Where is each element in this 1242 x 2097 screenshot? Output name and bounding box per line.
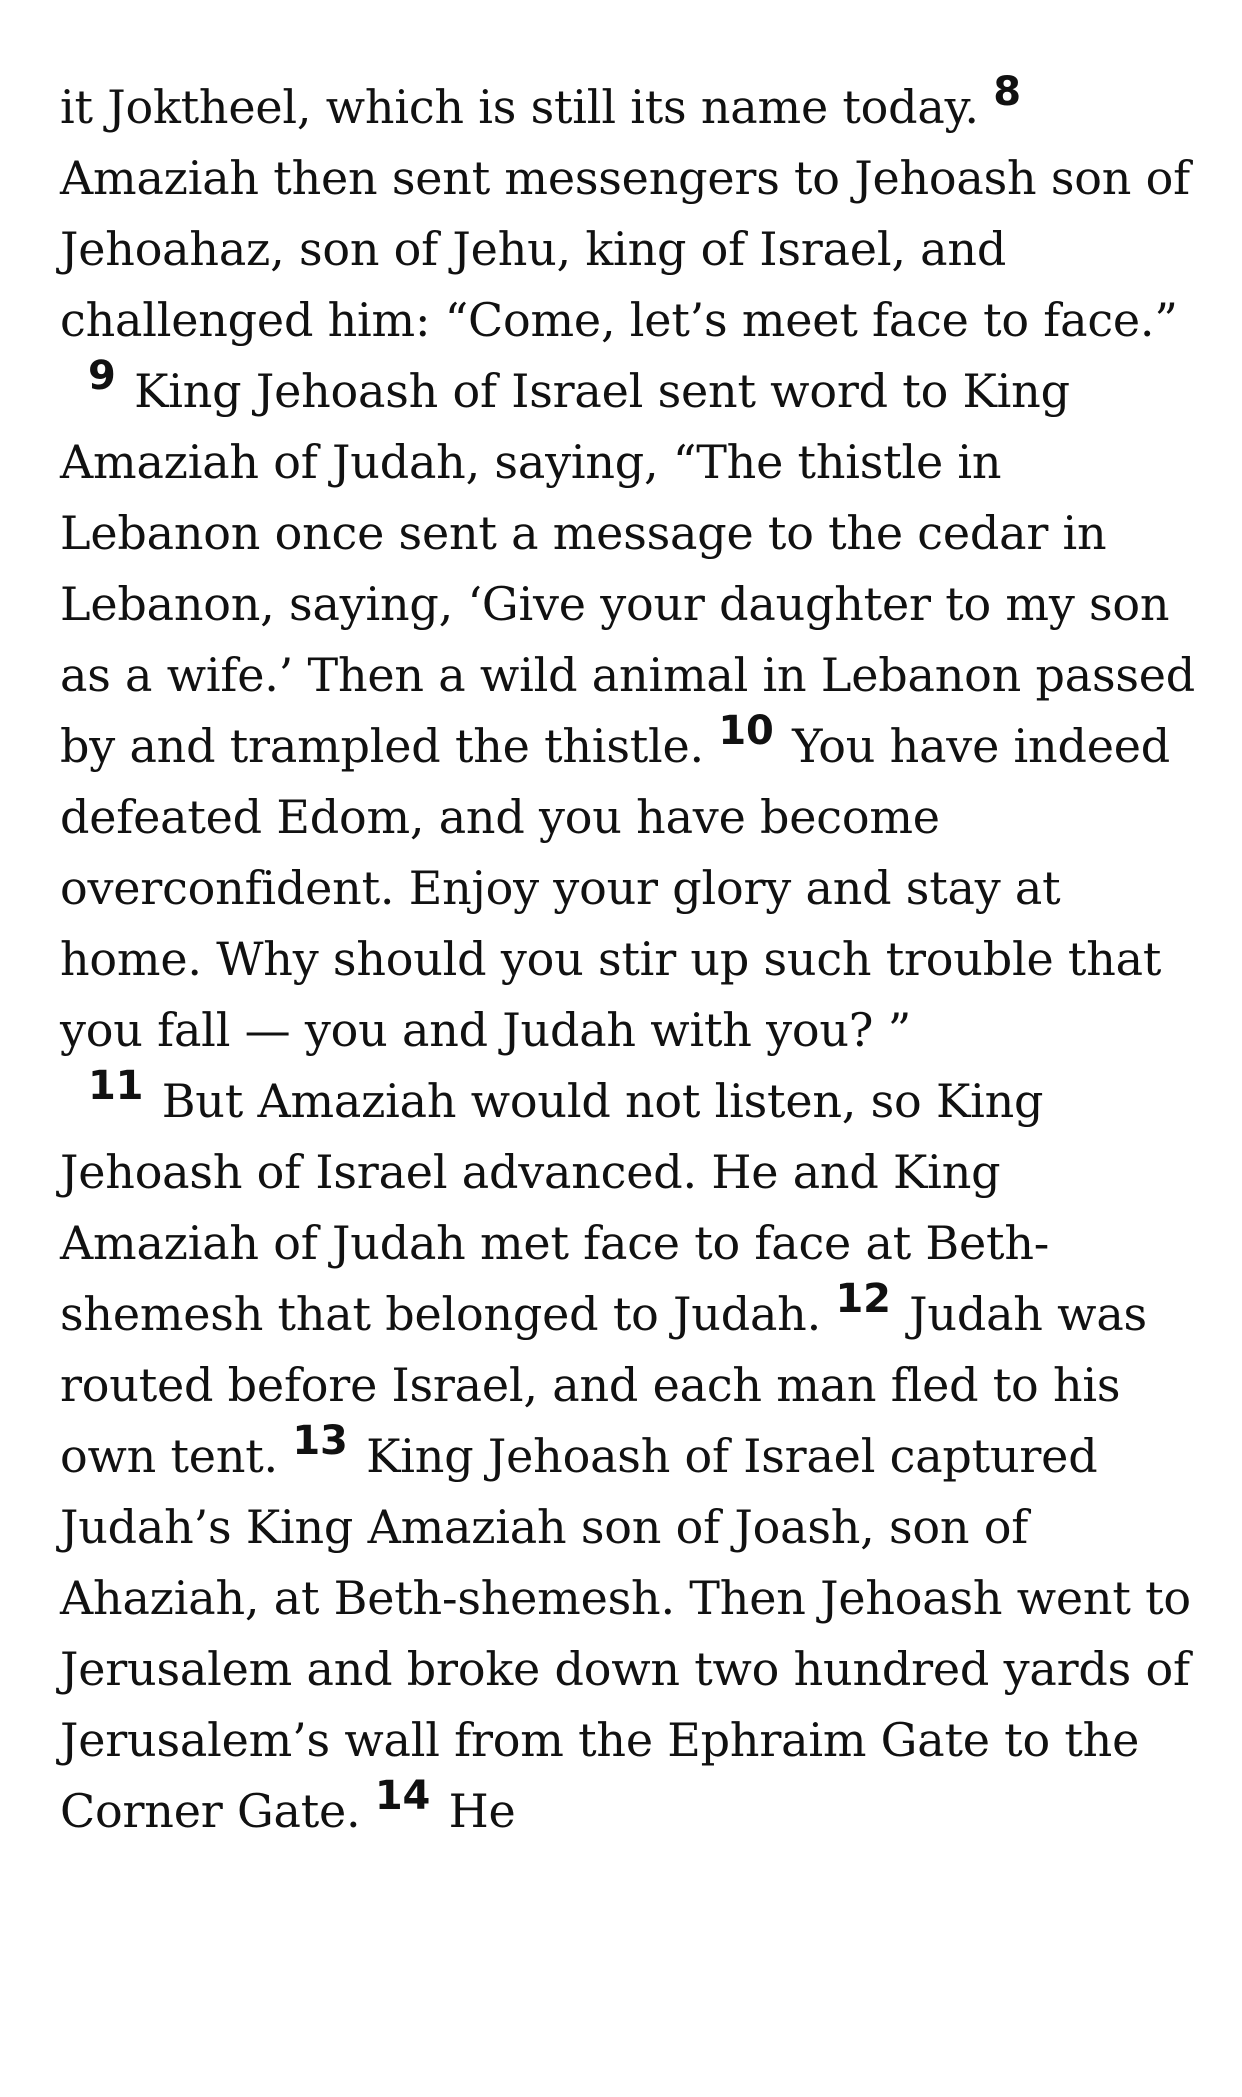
paragraph-2 [60,353,1200,1066]
verse-11-text: But Amaziah would not listen, so King Jehoash of Israel advanced. He and King Amaziah of Judah met face to face at Beth-shemesh that belonged to Judah. [60,1074,1050,1341]
verse-number-10: 10 [718,708,774,754]
verse-8-text: Amaziah then sent messengers to Jehoash son of Jehoahaz, son of Jehu, king of Israel, and challenged him: “Come, let’s meet face to face.” [60,151,1190,347]
verse-12-text: Judah was routed before Israel, and each man fled to his own tent. [60,1287,1147,1483]
verse-14-text: He [448,1784,516,1838]
verse-number-13: 13 [292,1418,348,1464]
verse-number-12: 12 [835,1276,891,1322]
verse-number-8: 8 [993,69,1021,115]
verse-9-text: King Jehoash of Israel sent word to King Amaziah of Judah, saying, “The thistle in Lebanon once sent a message to the cedar in Lebanon, saying, ‘Give your daughter to my son as a wife.’ Then a wild animal in Lebanon passed by and trampled the thistle. [60,364,1196,773]
verse-number-9: 9 [88,353,116,399]
verse-10-text: You have indeed defeated Edom, and you have become overconfident. Enjoy your glory and stay at home. Why should you stir up such trouble that you fall — you and Judah with you? ” [60,719,1170,1057]
paragraph-1 [60,69,1200,356]
verse-number-11: 11 [88,1063,144,1109]
verse-13-text: King Jehoash of Israel captured Judah’s King Amaziah son of Joash, son of Ahaziah, at Beth-shemesh. Then Jehoash went to Jerusalem and broke down two hundred yards of Jerusalem’s wall from the Ephraim Gate to the Corner Gate. [60,1429,1191,1838]
reading-page [60,69,1200,1847]
verse-7-text-end: it Joktheel, which is still its name today. [60,80,979,134]
paragraph-3 [60,1063,1200,1847]
verse-number-14: 14 [374,1773,431,1819]
